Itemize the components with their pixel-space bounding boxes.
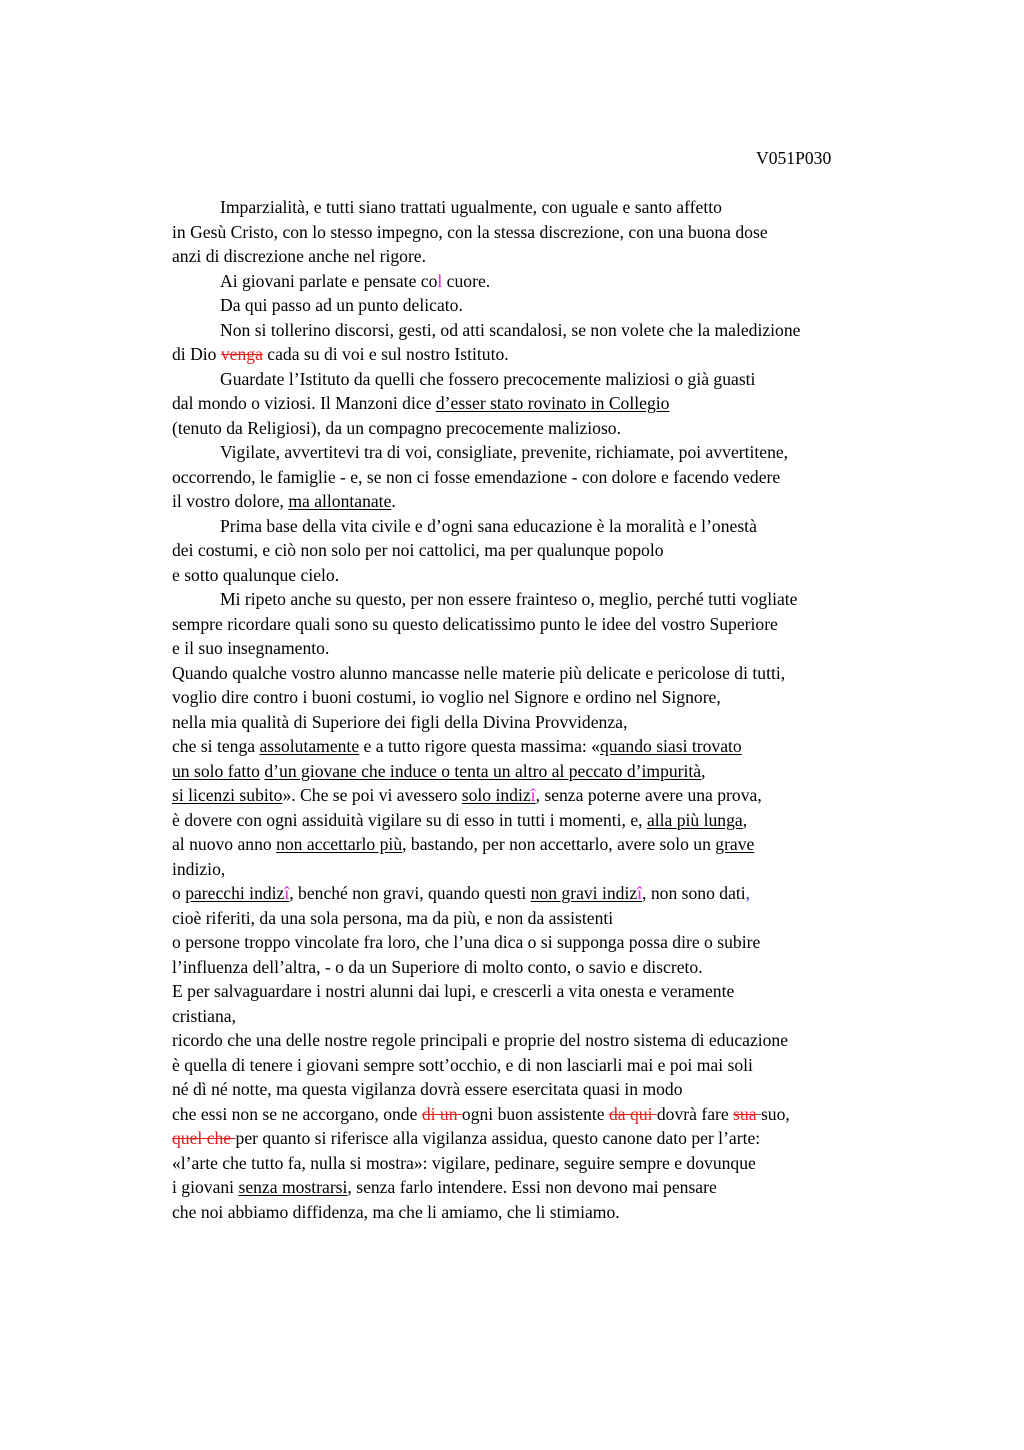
text-line: i giovani senza mostrarsi, senza farlo intendere. Essi non devono mai pensare [172, 1177, 717, 1197]
text-line: dei costumi, e ciò non solo per noi cattolici, ma per qualunque popolo [172, 540, 664, 560]
text-line: cristiana, [172, 1005, 236, 1026]
text-line: o parecchi indizî, benché non gravi, quando questi non gravi indizî, non sono dati, [172, 883, 751, 903]
deleted-text: sua [733, 1103, 761, 1124]
underlined-text: parecchi indizî [185, 883, 290, 903]
text-line: voglio dire contro i buoni costumi, io voglio nel Signore e ordino nel Signore, [172, 687, 721, 707]
underlined-text: ma allontanate [288, 491, 392, 511]
inserted-text: î [530, 785, 536, 805]
underlined-text: d’un giovane che induce o tenta un altro al peccato d’impurità [264, 760, 702, 781]
text-line: Vigilate, avvertitevi tra di voi, consigliate, prevenite, richiamate, poi avvertitene, [220, 442, 789, 462]
text-line: Da qui passo ad un punto delicato. [220, 295, 463, 315]
text-line: in Gesù Cristo, con lo stesso impegno, con la stessa discrezione, con una buona dose [172, 221, 768, 242]
text-line: è quella di tenere i giovani sempre sott’occhio, e di non lasciarli mai e poi mai soli [172, 1054, 753, 1075]
text-line: o persone troppo vincolate fra loro, che l’una dica o si supponga possa dire o subire [172, 932, 761, 952]
text-line: che noi abbiamo diffidenza, ma che li amiamo, che li stimiamo. [172, 1201, 620, 1222]
text-line: (tenuto da Religiosi), da un compagno precocemente malizioso. [172, 417, 621, 438]
text-line: dal mondo o viziosi. Il Manzoni dice d’esser stato rovinato in Collegio [172, 393, 670, 413]
underlined-text: un solo fatto [172, 760, 260, 781]
text-line: E per salvaguardare i nostri alunni dai lupi, e crescerli a vita onesta e veramente [172, 981, 735, 1001]
text-line: sempre ricordare quali sono su questo delicatissimo punto le idee del vostro Superiore [172, 613, 778, 634]
underlined-text: d’esser stato rovinato in Collegio [435, 393, 670, 413]
text-line: che essi non se ne accorgano, onde di un ogni buon assistente da qui dovrà fare sua suo, [172, 1103, 790, 1124]
deleted-text: venga [220, 344, 263, 364]
underlined-text: assolutamente [259, 736, 360, 756]
underlined-text: non gravi indizî [530, 883, 643, 903]
text-line: cioè riferiti, da una sola persona, ma da più, e non da assistenti [172, 907, 614, 928]
underlined-text: senza mostrarsi [238, 1177, 348, 1197]
text-line: anzi di discrezione anche nel rigore. [172, 246, 427, 266]
inserted-text: , [745, 883, 751, 903]
text-line: l’influenza dell’altra, - o da un Superiore di molto conto, o savio e discreto. [172, 956, 703, 977]
deleted-text: quel che [172, 1128, 236, 1148]
text-line: Mi ripeto anche su questo, per non essere frainteso o, meglio, perché tutti vogliate [220, 589, 798, 609]
text-line: Guardate l’Istituto da quelli che fossero precocemente maliziosi o già guasti [220, 368, 756, 389]
underlined-text: si licenzi subito [172, 785, 283, 805]
underlined-text: alla più lunga [646, 809, 743, 830]
text-line: e sotto qualunque cielo. [172, 564, 340, 585]
text-line: Non si tollerino discorsi, gesti, od atti scandalosi, se non volete che la maledizione [220, 319, 801, 340]
text-line: è dovere con ogni assiduità vigilare su di esso in tutti i momenti, e, alla più lunga, [172, 809, 748, 830]
text-line: si licenzi subito». Che se poi vi avessero solo indizî, senza poterne avere una prova, [172, 785, 762, 805]
text-line: Ai giovani parlate e pensate col cuore. [220, 270, 491, 291]
text-line: il vostro dolore, ma allontanate. [172, 491, 396, 511]
inserted-text: î [284, 883, 290, 903]
deleted-text: da qui [608, 1103, 657, 1124]
text-line: Quando qualche vostro alunno mancasse nelle materie più delicate e pericolose di tutti, [172, 662, 786, 683]
inserted-text: î [637, 883, 643, 903]
text-line: Prima base della vita civile e d’ogni sana educazione è la moralità e l’onestà [220, 515, 757, 536]
text-line: ricordo che una delle nostre regole principali e proprie del nostro sistema di educazione [172, 1030, 789, 1050]
underlined-text: grave [715, 834, 755, 854]
underlined-text: non accettarlo più [276, 834, 403, 854]
text-line: Imparzialità, e tutti siano trattati ugualmente, con uguale e santo affetto [220, 197, 722, 217]
text-line: un solo fatto d’un giovane che induce o tenta un altro al peccato d’impurità, [172, 760, 706, 781]
underlined-text: solo indizî [461, 785, 536, 805]
text-line: al nuovo anno non accettarlo più, bastando, per non accettarlo, avere solo un grave [172, 834, 755, 854]
underlined-text: quando siasi trovato [600, 736, 742, 756]
inserted-text: l [437, 270, 443, 291]
text-line: e il suo insegnamento. [172, 638, 330, 658]
text-line: nella mia qualità di Superiore dei figli della Divina Provvidenza, [172, 711, 628, 732]
text-line: quel che per quanto si riferisce alla vigilanza assidua, questo canone dato per l’arte: [172, 1128, 761, 1148]
page-identifier: V051P030 [756, 148, 832, 168]
text-line: che si tenga assolutamente e a tutto rigore questa massima: «quando siasi trovato [172, 736, 742, 756]
text-line: «l’arte che tutto fa, nulla si mostra»: vigilare, pedinare, seguire sempre e dovunque [172, 1152, 756, 1173]
text-line: occorrendo, le famiglie - e, se non ci fosse emendazione - con dolore e facendo vedere [172, 466, 781, 487]
text-line: né dì né notte, ma questa vigilanza dovrà essere esercitata quasi in modo [172, 1079, 683, 1099]
text-line: di Dio venga cada su di voi e sul nostro Istituto. [172, 344, 509, 364]
deleted-text: di un [421, 1103, 462, 1124]
text-line: indizio, [172, 858, 226, 879]
